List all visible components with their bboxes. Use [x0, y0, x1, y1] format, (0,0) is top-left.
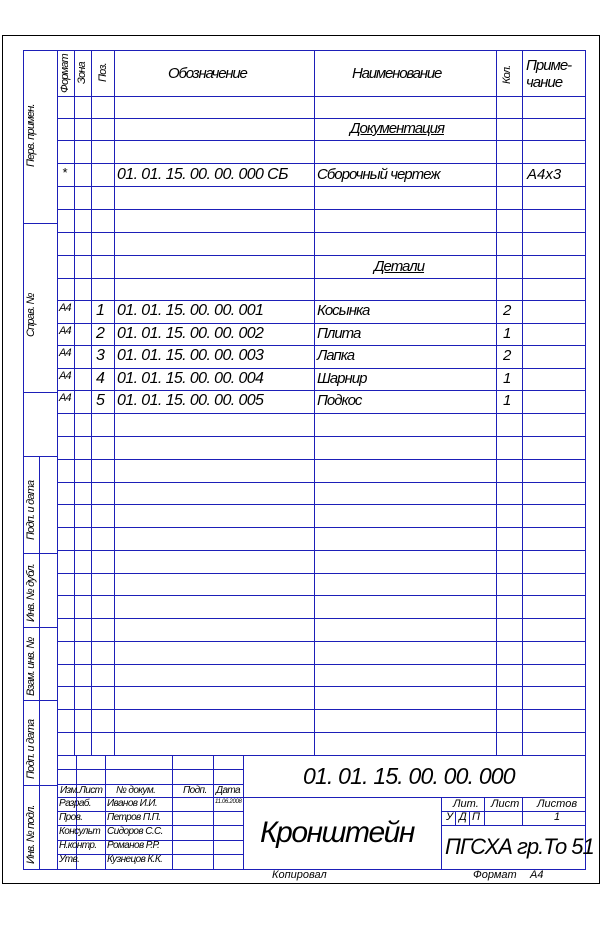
doc-row-designation: 01. 01. 15. 00. 00. 000 СБ [117, 166, 288, 183]
outer-frame-right [599, 35, 600, 883]
part-qty: 1 [503, 370, 512, 387]
row-line [57, 140, 585, 141]
section-details: Детали [374, 258, 425, 275]
tb-lit: Лит. [453, 798, 479, 810]
col-line [74, 50, 75, 755]
row-line [57, 345, 585, 346]
part-format: А4 [59, 370, 71, 382]
row-line [57, 436, 585, 437]
row-line [57, 755, 585, 756]
tb-lit-d: Д [459, 811, 467, 823]
side-sprav-no: Справ. № [25, 293, 37, 337]
title-designation: 01. 01. 15. 00. 00. 000 [303, 763, 515, 789]
outer-frame-left [2, 35, 3, 883]
part-designation: 01. 01. 15. 00. 00. 004 [117, 370, 264, 387]
part-qty: 2 [503, 347, 512, 364]
col-line [314, 50, 315, 755]
tb-col [455, 811, 456, 825]
col-line [114, 50, 115, 755]
part-pos: 1 [96, 302, 105, 319]
frame-right [585, 50, 586, 869]
tb-col [469, 811, 470, 825]
tb-line [441, 825, 585, 826]
strip-sep [23, 223, 57, 224]
outer-frame-top [2, 35, 600, 36]
outer-frame-bottom [2, 883, 600, 884]
header-name: Наименование [352, 65, 442, 82]
row-line [57, 323, 585, 324]
doc-row-note: А4х3 [527, 166, 562, 183]
role-label: Разраб. [59, 798, 91, 809]
footer-format-label: Формат [473, 869, 517, 881]
tb-lit-u: У [446, 811, 454, 823]
frame-top [57, 50, 586, 51]
role-label: Пров. [59, 812, 83, 823]
part-qty: 2 [503, 302, 512, 319]
role-name: Романов Р.Р. [107, 840, 160, 851]
row-line [57, 390, 585, 391]
row-line [57, 186, 585, 187]
strip-divider [39, 456, 40, 869]
header-note-line1: Приме- [526, 57, 572, 74]
row-line [57, 209, 585, 210]
part-qty: 1 [503, 392, 512, 409]
role-name: Иванов И.И. [107, 798, 158, 809]
row-line [57, 118, 585, 119]
tb-col [522, 797, 523, 825]
tb-col [243, 755, 244, 869]
tb-col [484, 797, 485, 825]
strip-sep [23, 456, 57, 457]
role-label: Утв. [59, 854, 80, 865]
row-line [57, 550, 585, 551]
strip-sep [23, 553, 57, 554]
side-inv-dubl: Инв. № дубл. [25, 563, 37, 622]
tb-podp: Подп. [183, 785, 207, 796]
strip-bottom [23, 869, 57, 870]
row-line [57, 686, 585, 687]
role-date: 11.06.2008 [215, 799, 242, 805]
part-designation: 01. 01. 15. 00. 00. 001 [117, 302, 264, 319]
footer-format-value: А4 [530, 869, 544, 881]
part-pos: 3 [96, 347, 105, 364]
tb-list-label: Лист [491, 798, 520, 810]
part-format: А4 [59, 325, 71, 337]
row-line [57, 709, 585, 710]
row-line [57, 732, 585, 733]
part-name: Плита [317, 325, 361, 342]
part-qty: 1 [503, 325, 512, 342]
part-name: Подкос [317, 392, 362, 409]
section-documentation: Документация [350, 120, 444, 137]
row-line [57, 232, 585, 233]
doc-row-format: * [62, 165, 68, 180]
header-designation: Обозначение [168, 65, 247, 82]
strip-left [23, 50, 24, 869]
part-name: Лапка [317, 347, 355, 364]
strip-sep [23, 785, 57, 786]
part-designation: 01. 01. 15. 00. 00. 005 [117, 392, 264, 409]
row-line [57, 459, 585, 460]
header-qty: Кол. [501, 65, 513, 84]
side-inv-podl: Инв. № подл. [25, 805, 37, 864]
strip-sep [23, 700, 57, 701]
tb-col [105, 755, 106, 869]
row-line [57, 368, 585, 369]
row-line [57, 504, 585, 505]
header-note-line2: чание [526, 74, 563, 91]
footer-copied: Копировал [272, 869, 327, 881]
side-podp-data-1: Подп. и дата [25, 480, 37, 540]
part-name: Шарнир [317, 370, 367, 387]
tb-lit-p: П [472, 811, 480, 823]
tb-data: Дата [216, 785, 240, 796]
row-line [57, 413, 585, 414]
role-name: Петров П.П. [107, 812, 161, 823]
tb-list: Лист [79, 785, 103, 796]
col-line [91, 50, 92, 755]
side-vzam-inv: Взам. инв. № [25, 637, 37, 696]
part-designation: 01. 01. 15. 00. 00. 003 [117, 347, 264, 364]
part-pos: 2 [96, 325, 105, 342]
row-line [57, 618, 585, 619]
row-line [57, 527, 585, 528]
row-line [57, 96, 585, 97]
row-line [57, 255, 585, 256]
row-line [57, 278, 585, 279]
tb-listov-value: 1 [554, 811, 561, 823]
product-name: Кронштейн [260, 816, 414, 849]
tb-listov: Листов [537, 798, 578, 810]
col-line [522, 50, 523, 755]
tb-izm: Изм. [60, 785, 79, 796]
part-designation: 01. 01. 15. 00. 00. 002 [117, 325, 264, 342]
row-line [57, 641, 585, 642]
role-label: Консульт [59, 826, 101, 837]
doc-row-name: Сборочный чертеж [317, 166, 440, 183]
tb-col [441, 797, 442, 869]
part-pos: 5 [96, 392, 105, 409]
col-line [496, 50, 497, 755]
row-line [57, 664, 585, 665]
row-line [57, 300, 585, 301]
strip-top [23, 50, 57, 51]
side-podp-data-2: Подп. и дата [25, 719, 37, 779]
role-name: Кузнецов К.К. [107, 854, 163, 865]
tb-col [172, 755, 173, 869]
organization: ПГСХА гр.То 51 [445, 834, 594, 859]
role-label: Н.контр. [59, 840, 97, 851]
row-line [57, 482, 585, 483]
header-pos: Поз. [97, 63, 109, 82]
row-line [57, 595, 585, 596]
tb-col [213, 755, 214, 869]
part-format: А4 [59, 302, 71, 314]
strip-sep [23, 392, 57, 393]
header-format: Формат [59, 54, 71, 93]
tb-line [57, 769, 243, 770]
tb-no-dokum: № докум. [116, 785, 156, 796]
row-line [57, 163, 585, 164]
part-pos: 4 [96, 370, 105, 387]
side-perv-primen: Перв. примен. [25, 104, 37, 167]
part-name: Косынка [317, 302, 370, 319]
strip-sep [23, 627, 57, 628]
role-name: Сидоров С.С. [107, 826, 163, 837]
row-line [57, 573, 585, 574]
part-format: А4 [59, 392, 71, 404]
part-format: А4 [59, 347, 71, 359]
header-zone: Зона [76, 62, 88, 84]
